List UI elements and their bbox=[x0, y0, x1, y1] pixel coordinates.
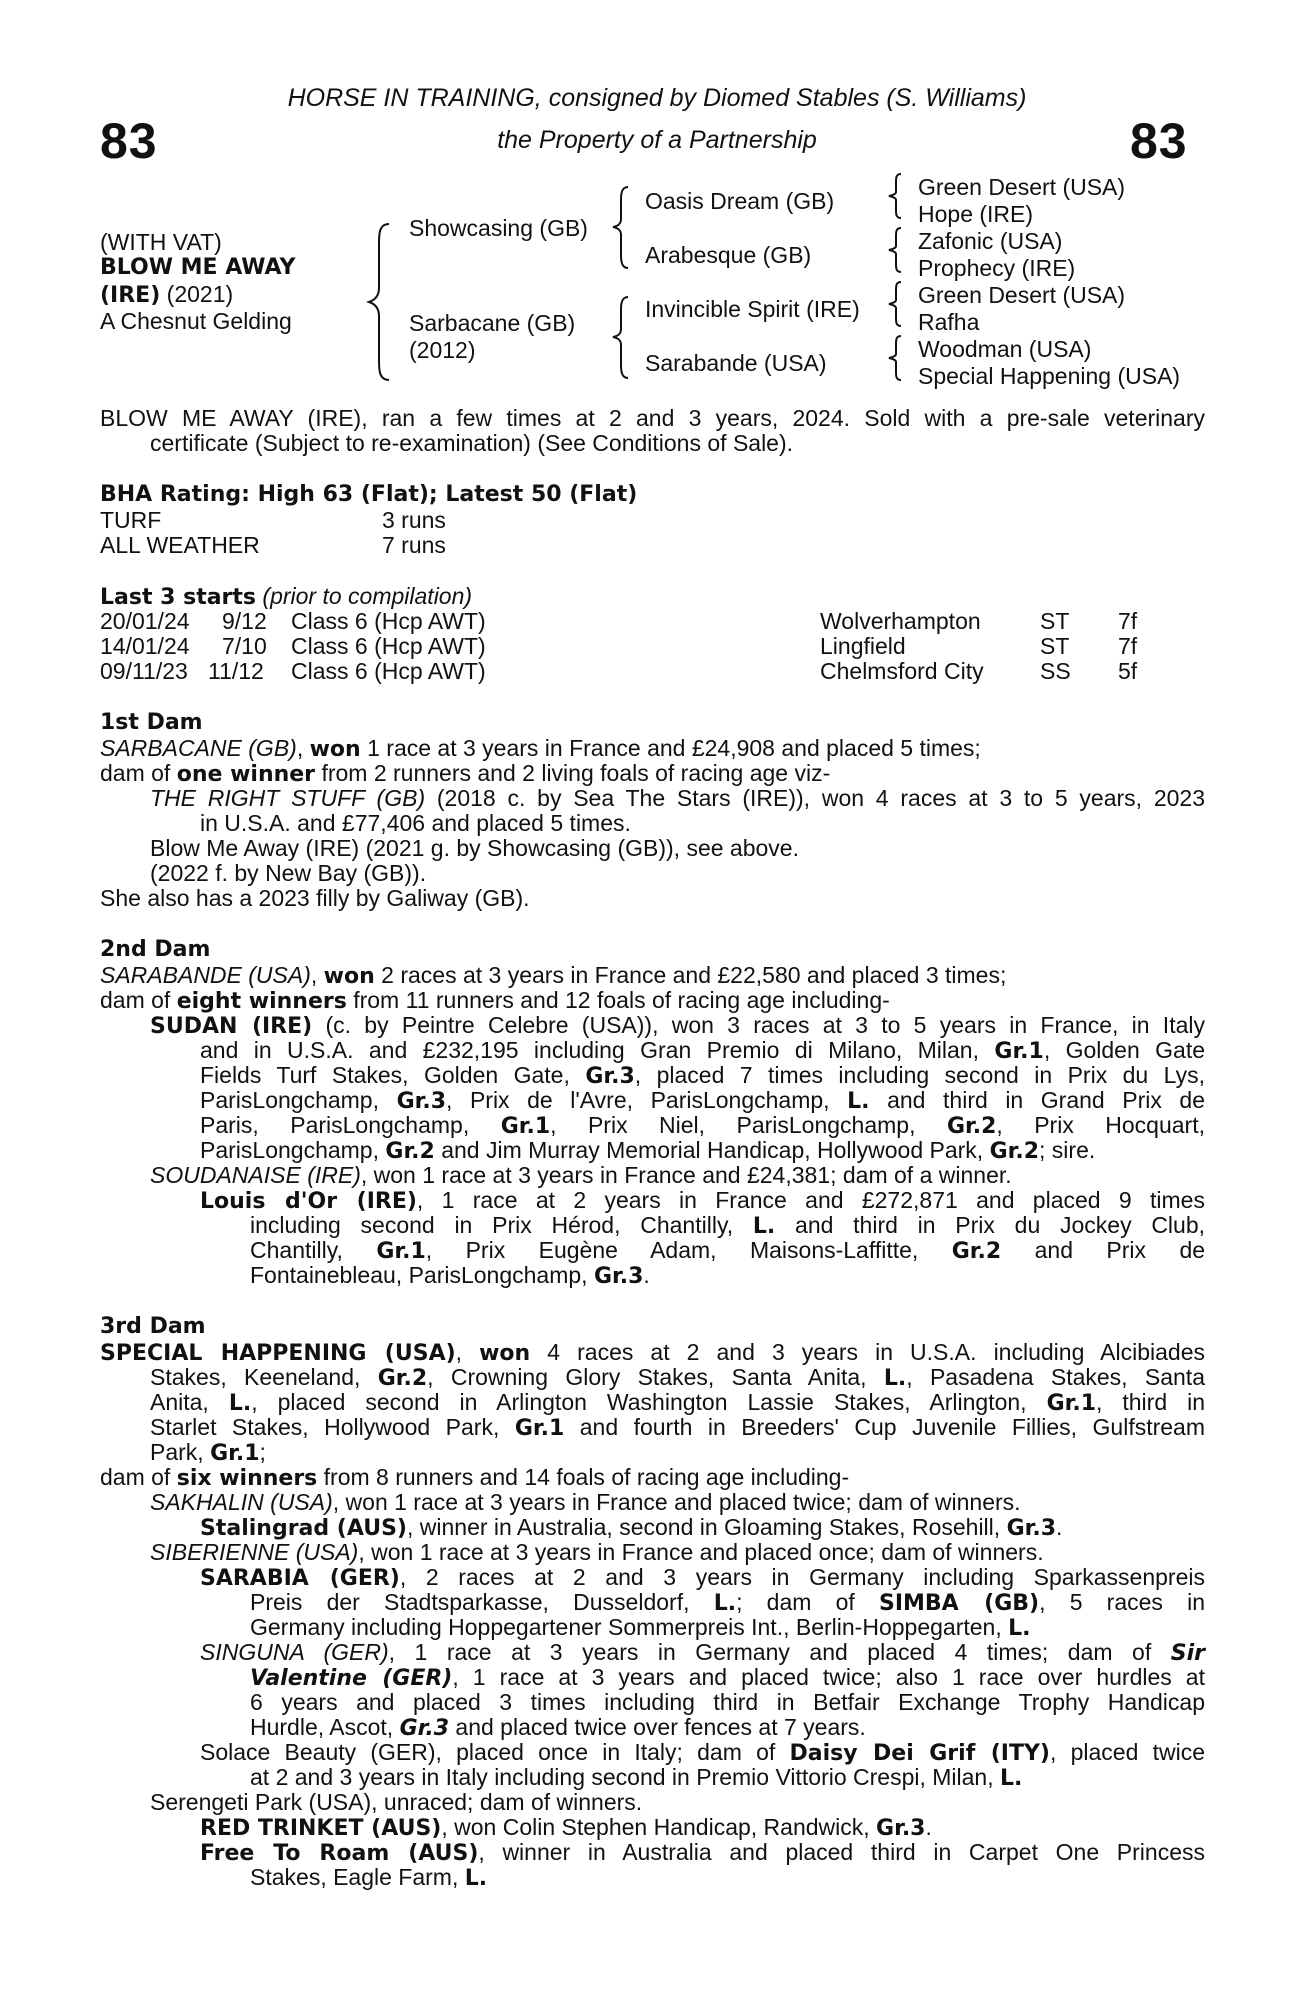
pedigree-ancestor-4: Prophecy (IRE) bbox=[918, 255, 1076, 281]
first-dam-heading: 1st Dam bbox=[100, 710, 203, 735]
start-distance: 7f bbox=[1118, 633, 1138, 659]
second-dam-heading: 2nd Dam bbox=[100, 937, 211, 962]
start-distance: 7f bbox=[1118, 608, 1138, 634]
sarabia-line-1: SARABIA (GER), 2 races at 2 and 3 years in Germany including Sparkassenpreis bbox=[200, 1564, 1205, 1591]
free-to-roam-line-2: Stakes, Eagle Farm, L. bbox=[250, 1864, 488, 1891]
sudan-line-3: Fields Turf Stakes, Golden Gate, Gr.3, placed 7 times including second in Prix du Lys, bbox=[200, 1062, 1205, 1089]
start-distance: 5f bbox=[1118, 658, 1138, 684]
first-dam-note: She also has a 2023 filly by Galiway (GB). bbox=[100, 885, 530, 911]
solace-line-2: at 2 and 3 years in Italy including second in Premio Vittorio Crespi, Milan, L. bbox=[250, 1764, 1023, 1791]
siberienne-line: SIBERIENNE (USA), won 1 race at 3 years in France and placed once; dam of winners. bbox=[150, 1539, 1044, 1565]
vat-note: (WITH VAT) bbox=[100, 229, 222, 255]
start-going: ST bbox=[1040, 633, 1070, 659]
third-dam-produce: dam of six winners from 8 runners and 14 foals of racing age including- bbox=[100, 1464, 850, 1491]
serengeti-line: Serengeti Park (USA), unraced; dam of winners. bbox=[150, 1789, 643, 1815]
start-course: Chelmsford City bbox=[820, 658, 984, 684]
horse-description: A Chesnut Gelding bbox=[100, 308, 292, 334]
pedigree-brace-main bbox=[365, 222, 395, 382]
louis-line-1: Louis d'Or (IRE), 1 race at 2 years in France and £272,871 and placed 9 times bbox=[200, 1187, 1205, 1214]
start-position: 9/12 bbox=[222, 608, 267, 634]
sudan-line-4: ParisLongchamp, Gr.3, Prix de l'Avre, ParisLongchamp, L. and third in Grand Prix de bbox=[200, 1087, 1206, 1114]
first-dam-foal-1: THE RIGHT STUFF (GB) (2018 c. by Sea The Stars (IRE)), won 4 races at 3 to 5 years, 2023 bbox=[150, 785, 1205, 811]
special-line-5: Park, Gr.1; bbox=[150, 1439, 266, 1466]
rating-aw-label: ALL WEATHER bbox=[100, 532, 260, 558]
pedigree-grandsire-2: Invincible Spirit (IRE) bbox=[645, 296, 860, 322]
third-dam-heading: 3rd Dam bbox=[100, 1314, 206, 1339]
pedigree-ancestor-3: Zafonic (USA) bbox=[918, 228, 1063, 254]
stalingrad-line: Stalingrad (AUS), winner in Australia, second in Gloaming Stakes, Rosehill, Gr.3. bbox=[200, 1514, 1063, 1541]
pedigree-brace-sire bbox=[610, 185, 632, 270]
start-class: Class 6 (Hcp AWT) bbox=[291, 608, 486, 634]
pedigree-sire: Showcasing (GB) bbox=[409, 215, 588, 241]
start-date: 09/11/23 bbox=[100, 658, 188, 684]
louis-line-4: Fontainebleau, ParisLongchamp, Gr.3. bbox=[250, 1262, 650, 1289]
pedigree-ancestor-1: Green Desert (USA) bbox=[918, 174, 1126, 200]
pedigree-brace-dam bbox=[610, 295, 632, 380]
sarabia-line-3: Germany including Hoppegartener Sommerpreis Int., Berlin-Hoppegarten, L. bbox=[250, 1614, 1031, 1641]
singuna-line-1: SINGUNA (GER), 1 race at 3 years in Germany and placed 4 times; dam of Sir bbox=[200, 1639, 1206, 1666]
singuna-line-3: 6 years and placed 3 times including third in Betfair Exchange Trophy Handicap bbox=[250, 1689, 1205, 1715]
pedigree-dam: Sarbacane (GB) bbox=[409, 310, 576, 336]
pedigree-brace-gs1 bbox=[886, 172, 904, 220]
start-going: SS bbox=[1040, 658, 1071, 684]
bha-rating-heading: BHA Rating: High 63 (Flat); Latest 50 (Flat) bbox=[100, 482, 638, 507]
start-position: 11/12 bbox=[208, 658, 264, 684]
louis-line-3: Chantilly, Gr.1, Prix Eugène Adam, Maisons-Laffitte, Gr.2 and Prix de bbox=[250, 1237, 1206, 1264]
pedigree-brace-gs3 bbox=[886, 280, 904, 328]
first-dam-foal-2: Blow Me Away (IRE) (2021 g. by Showcasing (GB)), see above. bbox=[150, 835, 799, 861]
summary-line-1: BLOW ME AWAY (IRE), ran a few times at 2 and 3 years, 2024. Sold with a pre-sale veterinary bbox=[100, 405, 1205, 431]
pedigree-ancestor-7: Woodman (USA) bbox=[918, 336, 1092, 362]
sudan-line-6: ParisLongchamp, Gr.2 and Jim Murray Memorial Handicap, Hollywood Park, Gr.2; sire. bbox=[200, 1137, 1096, 1164]
soudanaise-line: SOUDANAISE (IRE), won 1 race at 3 years in France and £24,381; dam of a winner. bbox=[150, 1162, 1012, 1188]
start-course: Lingfield bbox=[820, 633, 906, 659]
pedigree-granddam-2: Sarabande (USA) bbox=[645, 350, 827, 376]
first-dam-foal-1-cont: in U.S.A. and £77,406 and placed 5 times. bbox=[200, 810, 631, 836]
sudan-line-5: Paris, ParisLongchamp, Gr.1, Prix Niel, ParisLongchamp, Gr.2, Prix Hocquart, bbox=[200, 1112, 1205, 1139]
pedigree-ancestor-8: Special Happening (USA) bbox=[918, 363, 1181, 389]
first-dam-line: SARBACANE (GB), won 1 race at 3 years in France and £24,908 and placed 5 times; bbox=[100, 735, 981, 762]
pedigree-ancestor-6: Rafha bbox=[918, 309, 980, 335]
page-header-title: HORSE IN TRAINING, consigned by Diomed Stables (S. Williams) bbox=[287, 84, 1027, 112]
lot-number-right: 83 bbox=[1130, 113, 1188, 169]
red-trinket-line: RED TRINKET (AUS), won Colin Stephen Handicap, Randwick, Gr.3. bbox=[200, 1814, 932, 1841]
start-class: Class 6 (Hcp AWT) bbox=[291, 658, 486, 684]
start-date: 14/01/24 bbox=[100, 633, 190, 659]
sakhalin-line: SAKHALIN (USA), won 1 race at 3 years in France and placed twice; dam of winners. bbox=[150, 1489, 1021, 1515]
page-header-subtitle: the Property of a Partnership bbox=[497, 126, 817, 154]
pedigree-ancestor-5: Green Desert (USA) bbox=[918, 282, 1126, 308]
pedigree-granddam-1: Arabesque (GB) bbox=[645, 242, 812, 268]
singuna-line-4: Hurdle, Ascot, Gr.3 and placed twice over fences at 7 years. bbox=[250, 1714, 866, 1741]
pedigree-brace-gs4 bbox=[886, 334, 904, 382]
start-class: Class 6 (Hcp AWT) bbox=[291, 633, 486, 659]
free-to-roam-line-1: Free To Roam (AUS), winner in Australia and placed third in Carpet One Princess bbox=[200, 1839, 1205, 1866]
special-line-1: SPECIAL HAPPENING (USA), won 4 races at 2 and 3 years in U.S.A. including Alcibiades bbox=[100, 1339, 1205, 1366]
louis-line-2: including second in Prix Hérod, Chantilly, L. and third in Prix du Jockey Club, bbox=[250, 1212, 1206, 1239]
sarabia-line-2: Preis der Stadtsparkasse, Dusseldorf, L.; dam of SIMBA (GB), 5 races in bbox=[250, 1589, 1206, 1616]
first-dam-foal-3: (2022 f. by New Bay (GB)). bbox=[150, 860, 427, 886]
second-dam-produce: dam of eight winners from 11 runners and 12 foals of racing age including- bbox=[100, 987, 890, 1014]
sudan-line-1: SUDAN (IRE) (c. by Peintre Celebre (USA)), won 3 races at 3 to 5 years in France, in Italy bbox=[150, 1012, 1205, 1039]
solace-line-1: Solace Beauty (GER), placed once in Italy; dam of Daisy Dei Grif (ITY), placed twice bbox=[200, 1739, 1205, 1766]
last-starts-heading: Last 3 starts (prior to compilation) bbox=[100, 583, 473, 610]
special-line-4: Starlet Stakes, Hollywood Park, Gr.1 and fourth in Breeders' Cup Juvenile Fillies, Gulfstream bbox=[150, 1414, 1206, 1441]
start-course: Wolverhampton bbox=[820, 608, 981, 634]
second-dam-line: SARABANDE (USA), won 2 races at 3 years in France and £22,580 and placed 3 times; bbox=[100, 962, 1007, 989]
rating-turf-runs: 3 runs bbox=[382, 507, 446, 533]
rating-turf-label: TURF bbox=[100, 507, 162, 533]
horse-origin: (IRE) (2021) bbox=[100, 281, 234, 308]
special-line-3: Anita, L., placed second in Arlington Washington Lassie Stakes, Arlington, Gr.1, third in bbox=[150, 1389, 1206, 1416]
pedigree-grandsire-1: Oasis Dream (GB) bbox=[645, 188, 835, 214]
start-going: ST bbox=[1040, 608, 1070, 634]
pedigree-dam-year: (2012) bbox=[409, 337, 476, 363]
pedigree-brace-gs2 bbox=[886, 226, 904, 274]
pedigree-ancestor-2: Hope (IRE) bbox=[918, 201, 1034, 227]
singuna-line-2: Valentine (GER), 1 race at 3 years and placed twice; also 1 race over hurdles at bbox=[250, 1664, 1205, 1691]
horse-name: BLOW ME AWAY bbox=[100, 255, 296, 280]
special-line-2: Stakes, Keeneland, Gr.2, Crowning Glory Stakes, Santa Anita, L., Pasadena Stakes, Santa bbox=[150, 1364, 1205, 1391]
sudan-line-2: and in U.S.A. and £232,195 including Gran Premio di Milano, Milan, Gr.1, Golden Gate bbox=[200, 1037, 1206, 1064]
start-position: 7/10 bbox=[222, 633, 267, 659]
summary-line-2: certificate (Subject to re-examination) (See Conditions of Sale). bbox=[150, 430, 794, 456]
start-date: 20/01/24 bbox=[100, 608, 190, 634]
first-dam-produce: dam of one winner from 2 runners and 2 living foals of racing age viz- bbox=[100, 760, 831, 787]
lot-number-left: 83 bbox=[100, 113, 158, 169]
rating-aw-runs: 7 runs bbox=[382, 532, 446, 558]
